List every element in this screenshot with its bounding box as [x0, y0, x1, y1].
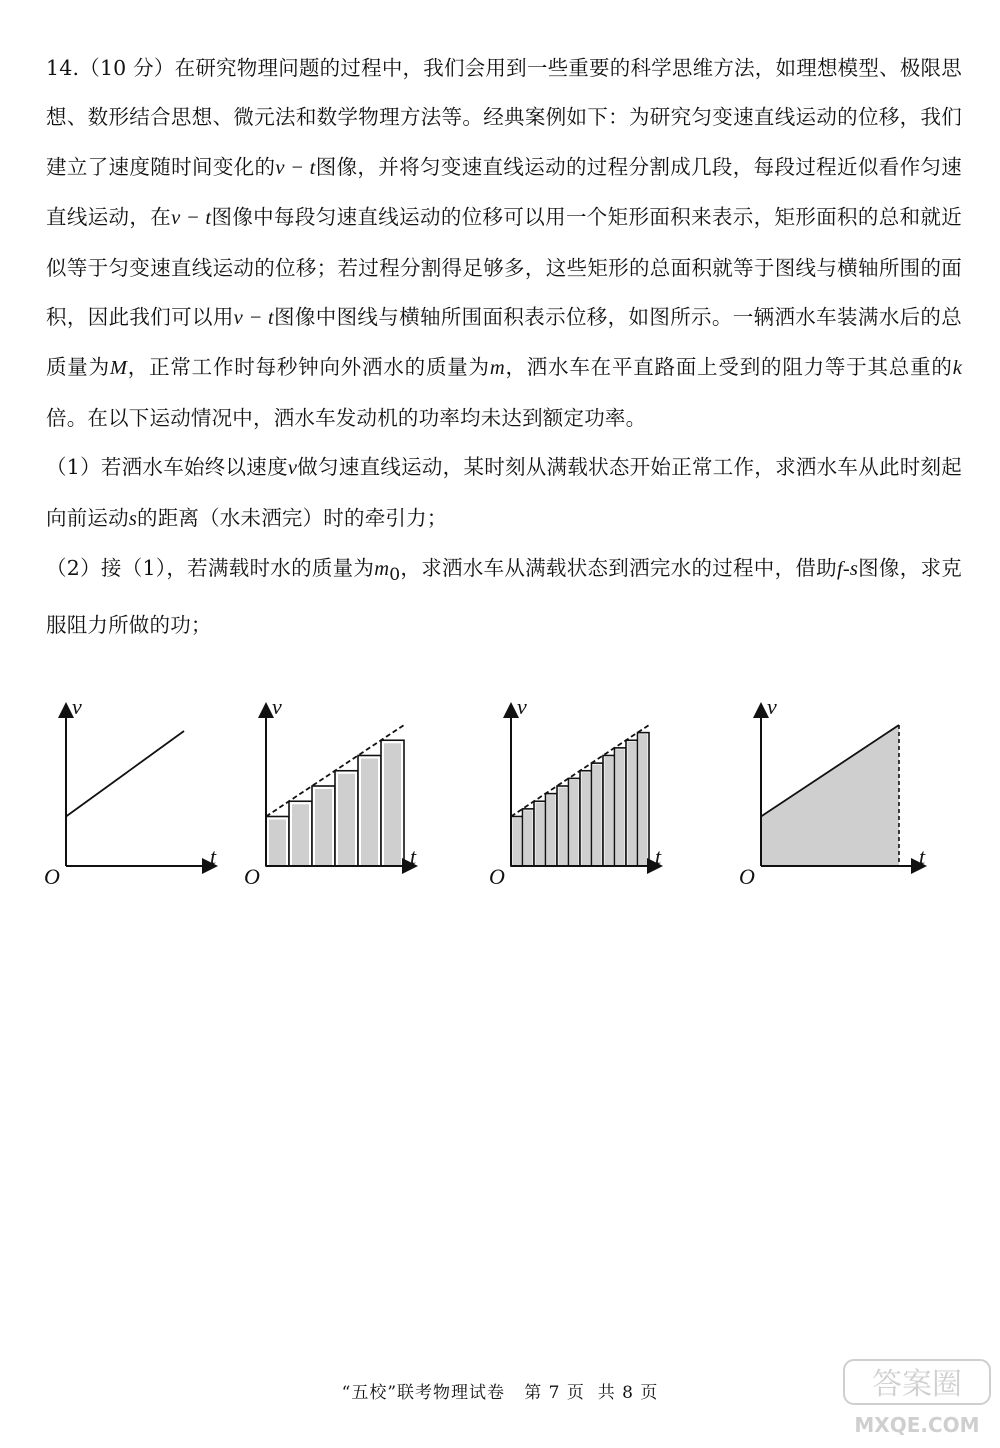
- x-axis-label: t: [655, 844, 662, 869]
- bar-fill: [582, 772, 591, 866]
- origin-label: O: [489, 864, 505, 889]
- origin-label: O: [44, 864, 60, 889]
- vt-graph-line: [40, 690, 230, 890]
- footer-text: “五校”联考物理试卷 第 7 页 共 8 页: [341, 1383, 659, 1403]
- x-axis-label: t: [919, 844, 926, 869]
- question-part-1: （1）若洒水车始终以速度v做匀速直线运动，某时刻从满载状态开始正常工作，求洒水车从此时刻起向前运动s的距离（水未洒完）时的牵引力；: [46, 455, 962, 530]
- bar-fill: [639, 734, 648, 866]
- question-number: 14.: [46, 56, 80, 80]
- y-axis-label: v: [272, 694, 282, 719]
- vt-graph-twelve-bars: [485, 690, 675, 890]
- bar-fill: [315, 789, 332, 866]
- bar-fill: [547, 795, 556, 866]
- bar-fill: [616, 749, 625, 866]
- vt-figures: [0, 690, 1000, 900]
- velocity-line: [66, 731, 184, 817]
- svg-text:MXQE.COM: MXQE.COM: [854, 1413, 980, 1437]
- vt-graph-area: [735, 690, 935, 890]
- x-axis-label: t: [210, 844, 217, 869]
- bar-fill: [559, 788, 568, 867]
- y-axis-label: v: [72, 694, 82, 719]
- question-14: [46, 44, 962, 650]
- x-axis-label: t: [410, 844, 417, 869]
- area-under-line: [761, 725, 899, 866]
- y-axis-label: v: [517, 694, 527, 719]
- bar-fill: [338, 774, 355, 866]
- bar-fill: [513, 818, 522, 866]
- question-part-2: （2）接（1），若满载时水的质量为$m_0$，求洒水车从满载状态到洒完水的过程中，借助f-s图像，求克服阻力所做的功；: [46, 556, 962, 637]
- bar-fill: [536, 803, 545, 866]
- origin-label: O: [244, 864, 260, 889]
- bar-fill: [384, 743, 401, 866]
- question-points: （10 分）: [79, 56, 175, 80]
- bar-fill: [292, 804, 309, 866]
- watermark-logo: [842, 1356, 992, 1441]
- vt-graph-six-bars: [240, 690, 430, 890]
- bar-fill: [628, 742, 637, 866]
- bar-fill: [570, 780, 579, 866]
- bar-fill: [361, 759, 378, 867]
- bar-fill: [593, 765, 602, 866]
- origin-label: O: [739, 864, 755, 889]
- bar-fill: [524, 810, 533, 866]
- bar-fill: [269, 820, 286, 867]
- bar-fill: [605, 757, 614, 866]
- svg-text:答案圈: 答案圈: [872, 1367, 962, 1402]
- y-axis-label: v: [767, 694, 777, 719]
- question-body: 14.（10 分）在研究物理问题的过程中，我们会用到一些重要的科学思维方法，如理想模型、极限思想、数形结合思想、微元法和数学物理方法等。经典案例如下：为研究匀变速直线运动的位移，我们建立了速度随时间变化的v − t图像，并将匀变速直线运动的过程分割成几段，每段过程近似看作匀速直线运动，在v − t图像中每段匀速直线运动的位移可以用一个矩形面积来表示，矩形面积的总和就近似等于匀变速直线运动的位移；若过程分割得足够多，这些矩形的总面积就等于图线与横轴所围的面积，因此我们可以用v − t图像中图线与横轴所围面积表示位移，如图所示。一辆洒水车装满水后的总质量为M，正常工作时每秒钟向外洒水的质量为m，洒水车在平直路面上受到的阻力等于其总重的k倍。在以下运动情况中，洒水车发动机的功率均未达到额定功率。: [46, 56, 963, 430]
